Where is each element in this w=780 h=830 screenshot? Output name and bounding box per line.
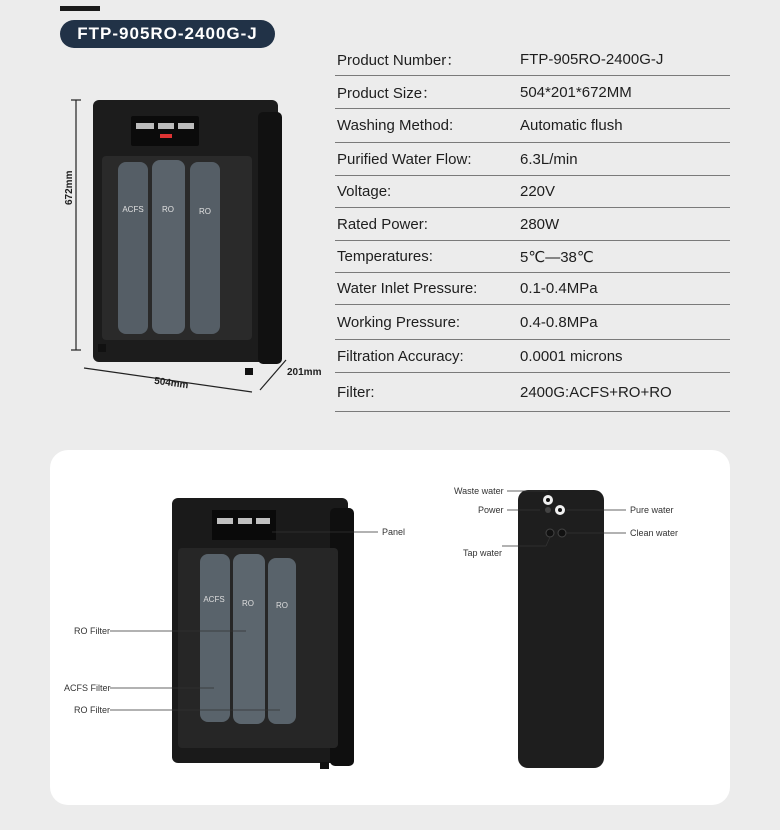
panel-callout: Panel (382, 527, 406, 537)
front-ro-label: RO (242, 599, 254, 608)
spec-row (335, 44, 730, 76)
ro-filter-label: RO (162, 205, 174, 214)
tap-water-port (558, 529, 566, 537)
spec-row (335, 143, 730, 176)
spec-label: Voltage: (337, 183, 392, 200)
spec-label: Product Number： (337, 52, 462, 69)
clean-water-callout: Clean water (630, 528, 679, 538)
pure-water-callout: Pure water (630, 505, 674, 515)
spec-value: 2400G:ACFS+RO+RO (520, 383, 672, 401)
spec-row (335, 340, 730, 373)
front-display-panel (212, 510, 276, 540)
spec-row (335, 305, 730, 340)
spec-label: Working Pressure: (337, 313, 461, 331)
spec-row (335, 176, 730, 208)
component-diagram (50, 450, 730, 805)
front-acfs-label: ACFS (203, 595, 225, 604)
spec-value: 280W (520, 215, 560, 233)
ro-filter-callout: RO Filter (74, 626, 110, 636)
spec-value: 0.4-0.8MPa (520, 313, 598, 331)
waste-water-callout: Waste water (454, 486, 504, 496)
spec-row (335, 76, 730, 109)
spec-row (335, 109, 730, 143)
spec-row (335, 273, 730, 305)
power-port (545, 507, 551, 513)
spec-row (335, 373, 730, 412)
ro-filter (190, 162, 220, 334)
spec-value: FTP-905RO-2400G-J (520, 51, 664, 68)
spec-label: Filter: (337, 383, 375, 401)
component-card (50, 450, 730, 805)
product-dimension-figure (60, 92, 330, 402)
power-callout: Power (478, 505, 504, 515)
front-ro-filter (268, 558, 296, 724)
display-panel (131, 116, 199, 146)
spec-label: Purified Water Flow: (337, 150, 472, 168)
tap-water-callout: Tap water (463, 548, 503, 558)
spec-row (335, 208, 730, 241)
front-acfs-filter (200, 554, 230, 722)
spec-label: Product Size： (337, 84, 438, 102)
spec-row (335, 241, 730, 273)
spec-value: 5℃—38℃ (520, 248, 594, 266)
spec-value: 504*201*672MM (520, 83, 632, 101)
acfs-filter-label: ACFS (122, 205, 144, 214)
width-dimension-label: 504mm (153, 375, 190, 392)
ro-filter (152, 160, 185, 334)
ro-filter-label: RO (199, 207, 211, 216)
spec-label: Rated Power: (337, 215, 428, 233)
spec-value: 0.1-0.4MPa (520, 280, 598, 297)
spec-label: Filtration Accuracy: (337, 347, 464, 365)
acfs-filter-callout: ACFS Filter (64, 683, 111, 693)
spec-label: Temperatures: (337, 248, 433, 265)
spec-value: Automatic flush (520, 117, 623, 134)
front-ro-filter (233, 554, 265, 724)
spec-value: 0.0001 microns (520, 347, 623, 365)
depth-dimension-label: 201mm (287, 367, 322, 378)
height-dimension-label: 672mm (64, 170, 75, 205)
spec-label: Washing Method: (337, 117, 454, 134)
ro-filter-callout: RO Filter (74, 705, 110, 715)
spec-label: Water Inlet Pressure: (337, 280, 478, 297)
front-ro-label: RO (276, 601, 288, 610)
model-badge: FTP-905RO-2400G-J (60, 20, 275, 48)
spec-value: 6.3L/min (520, 150, 578, 168)
acfs-filter (118, 162, 148, 334)
spec-table (335, 44, 730, 412)
top-accent-bar (60, 6, 100, 11)
spec-value: 220V (520, 183, 556, 200)
